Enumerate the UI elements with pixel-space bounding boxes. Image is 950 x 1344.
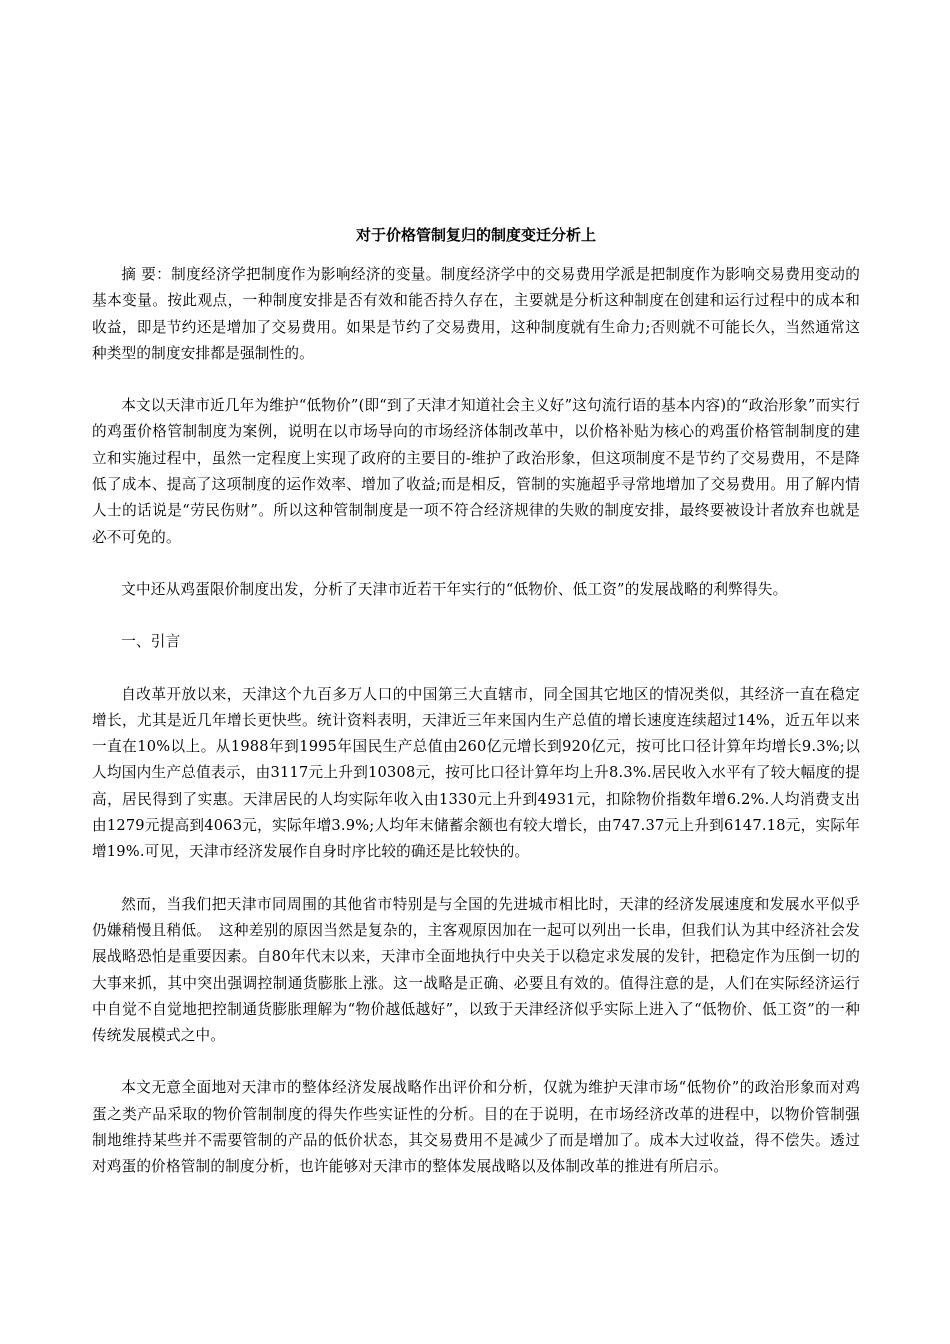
abstract-paragraph: 摘 要：制度经济学把制度作为影响经济的变量。制度经济学中的交易费用学派是把制度作为影响交易费用变动的基本变量。按此观点，一种制度安排是否有效和能否持久存在，主要就是分析这种制度在创建和运行过程中的成本和收益，即是节约还是增加了交易费用。如果是节约了交易费用，这种制度就有生命力;否则就不可能长久，当然通常这种类型的制度安排都是强制性的。 [92,266,860,362]
section-heading: 一、引言 [121,633,181,651]
body-paragraph: 自改革开放以来，天津这个九百多万人口的中国第三大直辖市，同全国其它地区的情况类似，其经济一直在稳定增长，尤其是近几年增长更快些。统计资料表明，天津近三年来国内生产总值的增长速度连续超过14%，近五年以来一直在10%以上。从1988年到1995年国民生产总值由260亿元增长到920亿元，按可比口径计算年均增长9.3%;以人均国内生产总值表示，由3117元上升到10308元，按可比口径计算年均上升8.3%.居民收入水平有了较大幅度的提高，居民得到了实惠。天津居民的人均实际年收入由1330元上升到4931元，扣除物价指数年增6.2%.人均消费支出由1279元提高到4063元，实际年增3.9%;人均年末储蓄余额也有较大增长，由747.37元上升到6147.18元，实际年增19%.可见，天津市经济发展作自身时序比较的确还是比较快的。 [92,685,860,861]
document-page [92,222,860,1207]
body-paragraph: 文中还从鸡蛋限价制度出发，分析了天津市近若干年实行的“低物价、低工资”的发展战略的利弊得失。 [121,580,788,598]
body-paragraph: 本文无意全面地对天津市的整体经济发展战略作出评价和分析，仅就为维护天津市场“低物价”的政治形象而对鸡蛋之类产品采取的物价管制制度的得失作些实证性的分析。目的在于说明，在市场经济改革的进程中，以物价管制强制地维持某些并不需要管制的产品的低价状态，其交易费用不是减少了而是增加了。成本大过收益，得不偿失。透过对鸡蛋的价格管制的制度分析，也许能够对天津市的整体发展战略以及体制改革的推进有所启示。 [92,1079,860,1176]
document-title: 对于价格管制复归的制度变迁分析上 [355,226,596,244]
body-paragraph: 本文以天津市近几年为维护“低物价”(即“到了天津才知道社会主义好”这句流行语的基本内容)的“政治形象”而实行的鸡蛋价格管制制度为案例，说明在以市场导向的市场经济体制改革中，以价格补贴为核心的鸡蛋价格管制制度的建立和实施过程中，虽然一定程度上实现了政府的主要目的-维护了政治形象，但这项制度不是节约了交易费用，不是降低了成本、提高了这项制度的运作效率、增加了收益;而是相反，管制的实施超乎寻常地增加了交易费用。用了解内情人士的话说是“劳民伤财”。所以这种管制制度是一项不符合经济规律的失败的制度安排，最终要被设计者放弃也就是必不可免的。 [92,397,860,546]
body-paragraph: 然而，当我们把天津市同周围的其他省市特别是与全国的先进城市相比时，天津的经济发展速度和发展水平似乎仍嫌稍慢且稍低。 这种差别的原因当然是复杂的，主客观原因加在一起可以列出一长串，但我们认为其中经济社会发展战略恐怕是重要因素。自80年代末以来，天津市全面地执行中央关于以稳定求发展的发针，把稳定作为压倒一切的大事来抓，其中突出强调控制通货膨胀上涨。这一战略是正确、必要且有效的。值得注意的是，人们在实际经济运行中自觉不自觉地把控制通货膨胀理解为“物价越低越好”，以致于天津经济似乎实际上进入了“低物价、低工资”的一种传统发展模式之中。 [92,895,860,1045]
